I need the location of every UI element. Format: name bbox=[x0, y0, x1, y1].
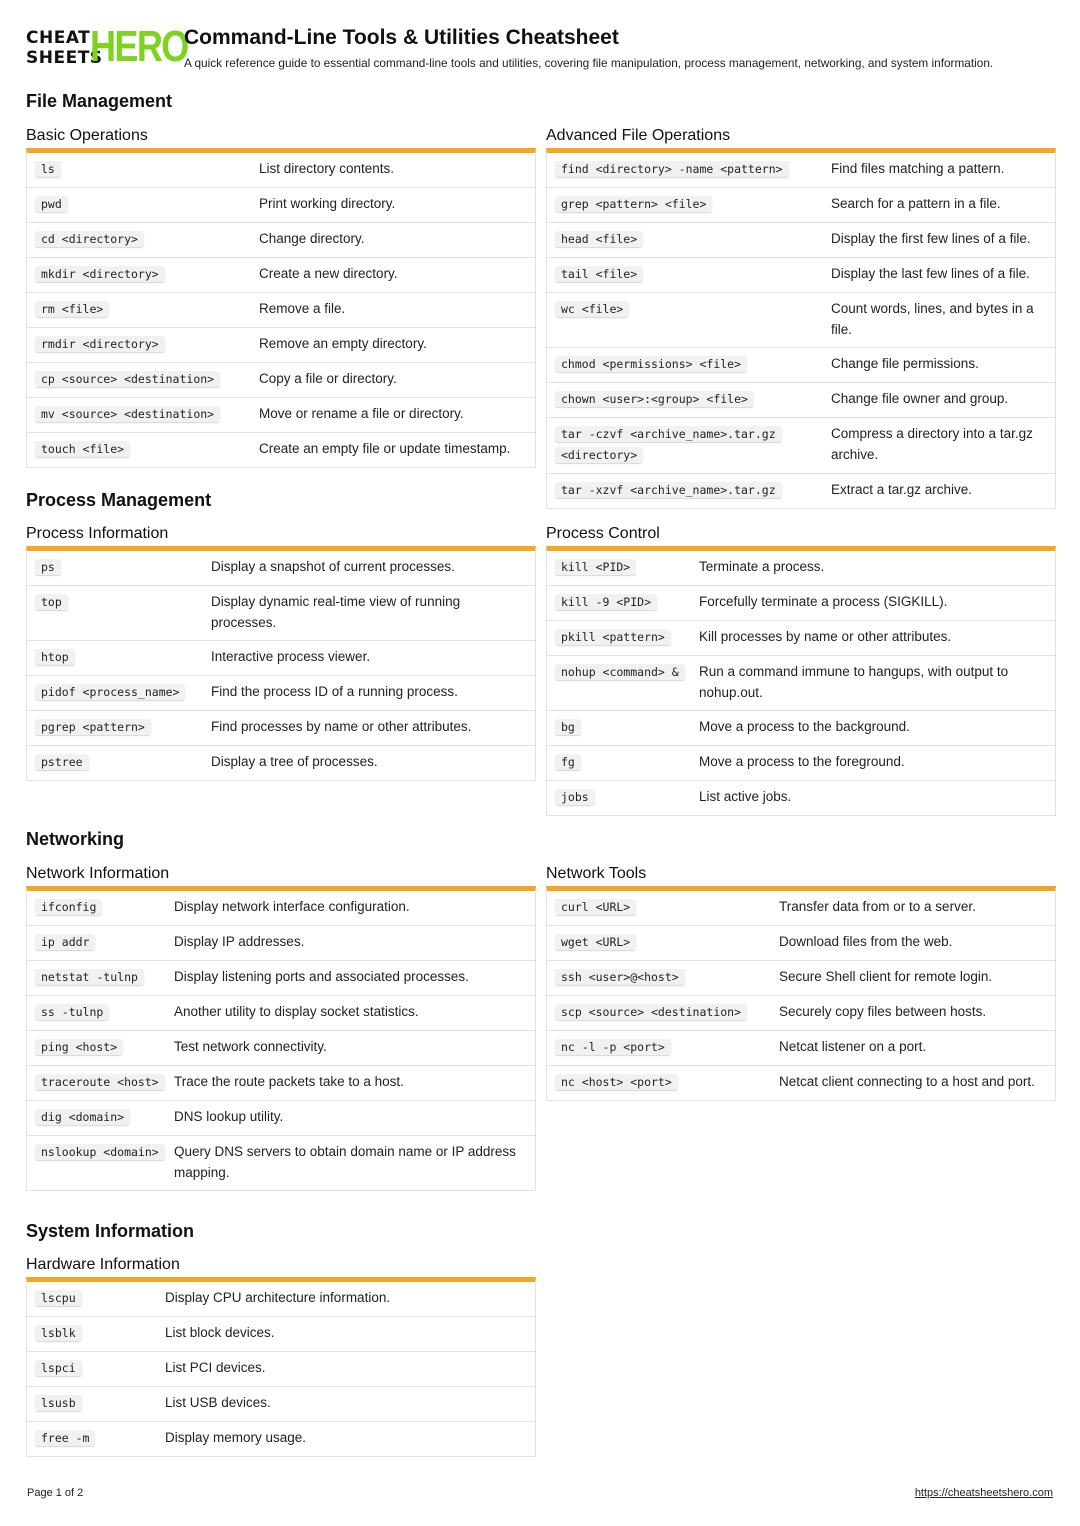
command-code: bg bbox=[555, 719, 581, 735]
command-cell bbox=[35, 1358, 165, 1379]
subsection-title: Network Tools bbox=[546, 865, 647, 882]
command-cell bbox=[35, 299, 259, 320]
command-code: nc <host> <port> bbox=[555, 1074, 678, 1090]
command-cell bbox=[555, 299, 831, 340]
command-cell bbox=[555, 557, 699, 578]
command-cell bbox=[555, 480, 831, 501]
command-cell bbox=[35, 1288, 165, 1309]
command-cell bbox=[35, 1142, 174, 1183]
command-cell bbox=[35, 647, 211, 668]
subsection-title: Advanced File Operations bbox=[546, 127, 731, 144]
subsection-title: Basic Operations bbox=[26, 127, 148, 144]
command-code: nohup <command> & bbox=[555, 664, 685, 680]
command-code: mkdir <directory> bbox=[35, 266, 165, 282]
command-cell bbox=[35, 194, 259, 215]
command-cell bbox=[555, 662, 699, 703]
table-row bbox=[547, 383, 1055, 418]
command-cell bbox=[555, 229, 831, 250]
command-description: Forcefully terminate a process (SIGKILL). bbox=[699, 594, 948, 609]
command-code: kill <PID> bbox=[555, 559, 636, 575]
table-row bbox=[27, 1352, 535, 1387]
table-row bbox=[547, 711, 1055, 746]
table-row bbox=[547, 746, 1055, 781]
command-cell bbox=[35, 557, 211, 578]
command-code: head <file> bbox=[555, 231, 643, 247]
command-cell bbox=[35, 264, 259, 285]
command-code: traceroute <host> bbox=[35, 1074, 165, 1090]
table-row bbox=[547, 474, 1055, 509]
command-description: Display the first few lines of a file. bbox=[831, 231, 1031, 246]
command-cell bbox=[35, 369, 259, 390]
command-cell bbox=[555, 354, 831, 375]
command-code: ping <host> bbox=[35, 1039, 123, 1055]
command-description: Compress a directory into a tar.gz archive. bbox=[831, 426, 1033, 462]
command-description: DNS lookup utility. bbox=[174, 1109, 284, 1124]
command-code: lspci bbox=[35, 1360, 82, 1376]
command-cell bbox=[35, 159, 259, 180]
command-cell bbox=[35, 752, 211, 773]
command-description: List USB devices. bbox=[165, 1395, 271, 1410]
logo-line1: CHEAT bbox=[26, 28, 91, 48]
command-cell bbox=[555, 1002, 779, 1023]
page-number: Page 1 of 2 bbox=[27, 1487, 84, 1499]
command-description: Count words, lines, and bytes in a file. bbox=[831, 301, 1034, 337]
table-row bbox=[27, 551, 535, 586]
table-row bbox=[27, 223, 535, 258]
page-title: Command-Line Tools & Utilities Cheatsheet bbox=[184, 26, 619, 49]
command-code: mv <source> <destination> bbox=[35, 406, 220, 422]
command-code: netstat -tulnp bbox=[35, 969, 144, 985]
block-advanced-file-operations bbox=[546, 126, 1056, 509]
command-description: Interactive process viewer. bbox=[211, 649, 371, 664]
command-description: Download files from the web. bbox=[779, 934, 953, 949]
section-title-file: File Management bbox=[26, 91, 173, 111]
command-cell bbox=[35, 1323, 165, 1344]
command-cell bbox=[555, 752, 699, 773]
command-cell bbox=[35, 1037, 174, 1058]
command-table bbox=[26, 546, 536, 781]
command-code: htop bbox=[35, 649, 75, 665]
page-header bbox=[26, 22, 1056, 74]
table-row bbox=[27, 746, 535, 781]
table-row bbox=[547, 961, 1055, 996]
block-network-tools bbox=[546, 864, 1056, 1101]
command-description: Secure Shell client for remote login. bbox=[779, 969, 993, 984]
command-cell bbox=[555, 717, 699, 738]
command-description: Display a tree of processes. bbox=[211, 754, 378, 769]
command-code: chown <user>:<group> <file> bbox=[555, 391, 754, 407]
table-row bbox=[27, 891, 535, 926]
command-description: Change directory. bbox=[259, 231, 365, 246]
command-table bbox=[26, 886, 536, 1191]
block-network-information bbox=[26, 864, 536, 1191]
command-code: lscpu bbox=[35, 1290, 82, 1306]
command-cell bbox=[35, 1428, 165, 1449]
command-description: List directory contents. bbox=[259, 161, 395, 176]
command-code: kill -9 <PID> bbox=[555, 594, 657, 610]
block-process-control bbox=[546, 524, 1056, 816]
command-code: rm <file> bbox=[35, 301, 109, 317]
command-code: nslookup <domain> bbox=[35, 1144, 165, 1160]
command-code: lsblk bbox=[35, 1325, 82, 1341]
command-cell bbox=[555, 389, 831, 410]
section-title-system: System Information bbox=[26, 1221, 195, 1241]
table-row bbox=[547, 223, 1055, 258]
command-cell bbox=[555, 627, 699, 648]
command-cell bbox=[555, 194, 831, 215]
table-row bbox=[27, 961, 535, 996]
table-row bbox=[547, 258, 1055, 293]
command-code: tar -xzvf <archive_name>.tar.gz bbox=[555, 482, 782, 498]
command-description: Test network connectivity. bbox=[174, 1039, 327, 1054]
command-code: lsusb bbox=[35, 1395, 82, 1411]
command-description: Another utility to display socket statistics. bbox=[174, 1004, 419, 1019]
command-description: Netcat client connecting to a host and port. bbox=[779, 1074, 1035, 1089]
table-row bbox=[27, 328, 535, 363]
command-description: Change file permissions. bbox=[831, 356, 979, 371]
command-table bbox=[546, 546, 1056, 816]
command-cell bbox=[35, 932, 174, 953]
command-description: Netcat listener on a port. bbox=[779, 1039, 927, 1054]
table-row bbox=[27, 398, 535, 433]
command-cell bbox=[555, 1072, 779, 1093]
command-description: List active jobs. bbox=[699, 789, 792, 804]
table-row bbox=[27, 188, 535, 223]
command-code: curl <URL> bbox=[555, 899, 636, 915]
command-code: pidof <process_name> bbox=[35, 684, 185, 700]
table-row bbox=[27, 1422, 535, 1457]
command-code: pstree bbox=[35, 754, 89, 770]
table-row bbox=[547, 418, 1055, 474]
command-code: ip addr bbox=[35, 934, 95, 950]
command-code: ps bbox=[35, 559, 61, 575]
command-description: Display dynamic real-time view of running processes. bbox=[211, 594, 461, 630]
command-code: free -m bbox=[35, 1430, 95, 1446]
table-row bbox=[547, 926, 1055, 961]
command-code: nc -l -p <port> bbox=[555, 1039, 671, 1055]
command-description: Display the last few lines of a file. bbox=[831, 266, 1030, 281]
command-cell bbox=[555, 932, 779, 953]
command-cell bbox=[555, 592, 699, 613]
command-code: rmdir <directory> bbox=[35, 336, 165, 352]
table-row bbox=[27, 711, 535, 746]
subsection-title: Hardware Information bbox=[26, 1256, 180, 1273]
command-code: chmod <permissions> <file> bbox=[555, 356, 747, 372]
command-description: Find the process ID of a running process. bbox=[211, 684, 458, 699]
command-cell bbox=[555, 159, 831, 180]
command-description: List block devices. bbox=[165, 1325, 275, 1340]
command-code: grep <pattern> <file> bbox=[555, 196, 712, 212]
command-cell bbox=[35, 897, 174, 918]
command-cell bbox=[555, 424, 831, 466]
table-row bbox=[27, 363, 535, 398]
table-row bbox=[27, 641, 535, 676]
command-code: ifconfig bbox=[35, 899, 102, 915]
command-cell bbox=[555, 1037, 779, 1058]
command-code: ss -tulnp bbox=[35, 1004, 109, 1020]
command-description: Display memory usage. bbox=[165, 1430, 307, 1445]
command-description: Find processes by name or other attributes. bbox=[211, 719, 472, 734]
table-row bbox=[27, 1136, 535, 1191]
command-description: Remove a file. bbox=[259, 301, 346, 316]
command-cell bbox=[35, 1002, 174, 1023]
table-row bbox=[547, 293, 1055, 348]
table-row bbox=[27, 676, 535, 711]
command-cell bbox=[35, 439, 259, 460]
section-title-network: Networking bbox=[26, 829, 125, 849]
table-row bbox=[547, 1066, 1055, 1101]
command-code: tar -czvf <archive_name>.tar.gz <directory> bbox=[555, 426, 782, 463]
command-description: Extract a tar.gz archive. bbox=[831, 482, 973, 497]
command-description: Remove an empty directory. bbox=[259, 336, 427, 351]
command-cell bbox=[555, 787, 699, 808]
command-description: Display CPU architecture information. bbox=[165, 1290, 391, 1305]
command-code: pwd bbox=[35, 196, 68, 212]
subsection-title: Process Information bbox=[26, 525, 169, 542]
command-description: Transfer data from or to a server. bbox=[779, 899, 976, 914]
command-code: pkill <pattern> bbox=[555, 629, 671, 645]
table-row bbox=[27, 1387, 535, 1422]
subsection-title: Process Control bbox=[546, 525, 660, 542]
table-row bbox=[547, 891, 1055, 926]
table-row bbox=[27, 926, 535, 961]
command-code: ls bbox=[35, 161, 61, 177]
table-row bbox=[547, 551, 1055, 586]
table-row bbox=[547, 621, 1055, 656]
command-table bbox=[546, 886, 1056, 1101]
site-link[interactable]: https://cheatsheetshero.com bbox=[914, 1487, 1053, 1499]
command-description: Display IP addresses. bbox=[174, 934, 305, 949]
table-row bbox=[27, 1031, 535, 1066]
table-row bbox=[547, 996, 1055, 1031]
command-description: Display network interface configuration. bbox=[174, 899, 410, 914]
command-code: tail <file> bbox=[555, 266, 643, 282]
command-description: Run a command immune to hangups, with output to nohup.out. bbox=[699, 664, 1009, 700]
cheatsheetshero-logo[interactable] bbox=[26, 22, 188, 72]
command-cell bbox=[35, 967, 174, 988]
command-description: Move a process to the background. bbox=[699, 719, 910, 734]
command-description: Print working directory. bbox=[259, 196, 396, 211]
command-cell bbox=[555, 264, 831, 285]
command-cell bbox=[35, 592, 211, 633]
command-description: Terminate a process. bbox=[699, 559, 825, 574]
command-description: Query DNS servers to obtain domain name or IP address mapping. bbox=[174, 1144, 516, 1180]
table-row bbox=[27, 1282, 535, 1317]
command-cell bbox=[555, 967, 779, 988]
command-description: Securely copy files between hosts. bbox=[779, 1004, 987, 1019]
command-code: cp <source> <destination> bbox=[35, 371, 220, 387]
table-row bbox=[547, 188, 1055, 223]
command-description: Search for a pattern in a file. bbox=[831, 196, 1001, 211]
logo-hero: HERO bbox=[90, 22, 188, 71]
command-cell bbox=[555, 897, 779, 918]
table-row bbox=[547, 656, 1055, 711]
subsection-title: Network Information bbox=[26, 865, 170, 882]
table-row bbox=[27, 258, 535, 293]
table-row bbox=[27, 586, 535, 641]
command-cell bbox=[35, 1393, 165, 1414]
command-description: Kill processes by name or other attributes. bbox=[699, 629, 952, 644]
command-cell bbox=[35, 1072, 174, 1093]
command-cell bbox=[35, 404, 259, 425]
command-description: Create an empty file or update timestamp. bbox=[259, 441, 511, 456]
block-process-information bbox=[26, 524, 536, 781]
table-row bbox=[27, 1317, 535, 1352]
command-description: Change file owner and group. bbox=[831, 391, 1009, 406]
table-row bbox=[547, 153, 1055, 188]
command-cell bbox=[35, 229, 259, 250]
page-subtitle: A quick reference guide to essential command-line tools and utilities, covering file manipulation, process management, networking, and system information. bbox=[184, 56, 994, 70]
block-hardware-information bbox=[26, 1255, 536, 1457]
table-row bbox=[27, 1101, 535, 1136]
table-row bbox=[27, 996, 535, 1031]
command-description: Display listening ports and associated processes. bbox=[174, 969, 469, 984]
command-description: Copy a file or directory. bbox=[259, 371, 397, 386]
command-table bbox=[546, 148, 1056, 509]
command-code: scp <source> <destination> bbox=[555, 1004, 747, 1020]
block-basic-operations bbox=[26, 126, 536, 468]
table-row bbox=[547, 348, 1055, 383]
command-code: wc <file> bbox=[555, 301, 629, 317]
logo-line2: SHEETS bbox=[26, 48, 103, 68]
command-code: jobs bbox=[555, 789, 595, 805]
command-cell bbox=[35, 682, 211, 703]
command-description: Display a snapshot of current processes. bbox=[211, 559, 455, 574]
command-code: ssh <user>@<host> bbox=[555, 969, 685, 985]
command-code: dig <domain> bbox=[35, 1109, 130, 1125]
table-row bbox=[27, 293, 535, 328]
command-code: pgrep <pattern> bbox=[35, 719, 151, 735]
table-row bbox=[547, 1031, 1055, 1066]
table-row bbox=[27, 1066, 535, 1101]
section-title-process: Process Management bbox=[26, 490, 212, 510]
command-code: top bbox=[35, 594, 68, 610]
command-cell bbox=[35, 1107, 174, 1128]
command-cell bbox=[35, 334, 259, 355]
command-description: List PCI devices. bbox=[165, 1360, 266, 1375]
command-code: fg bbox=[555, 754, 581, 770]
command-code: find <directory> -name <pattern> bbox=[555, 161, 789, 177]
command-description: Move or rename a file or directory. bbox=[259, 406, 464, 421]
command-code: wget <URL> bbox=[555, 934, 636, 950]
command-description: Create a new directory. bbox=[259, 266, 398, 281]
command-cell bbox=[35, 717, 211, 738]
table-row bbox=[27, 153, 535, 188]
command-description: Find files matching a pattern. bbox=[831, 161, 1005, 176]
command-code: cd <directory> bbox=[35, 231, 144, 247]
table-row bbox=[27, 433, 535, 468]
table-row bbox=[547, 781, 1055, 816]
command-description: Move a process to the foreground. bbox=[699, 754, 905, 769]
command-table bbox=[26, 1277, 536, 1457]
command-code: touch <file> bbox=[35, 441, 130, 457]
table-row bbox=[547, 586, 1055, 621]
command-description: Trace the route packets take to a host. bbox=[174, 1074, 404, 1089]
command-table bbox=[26, 148, 536, 468]
